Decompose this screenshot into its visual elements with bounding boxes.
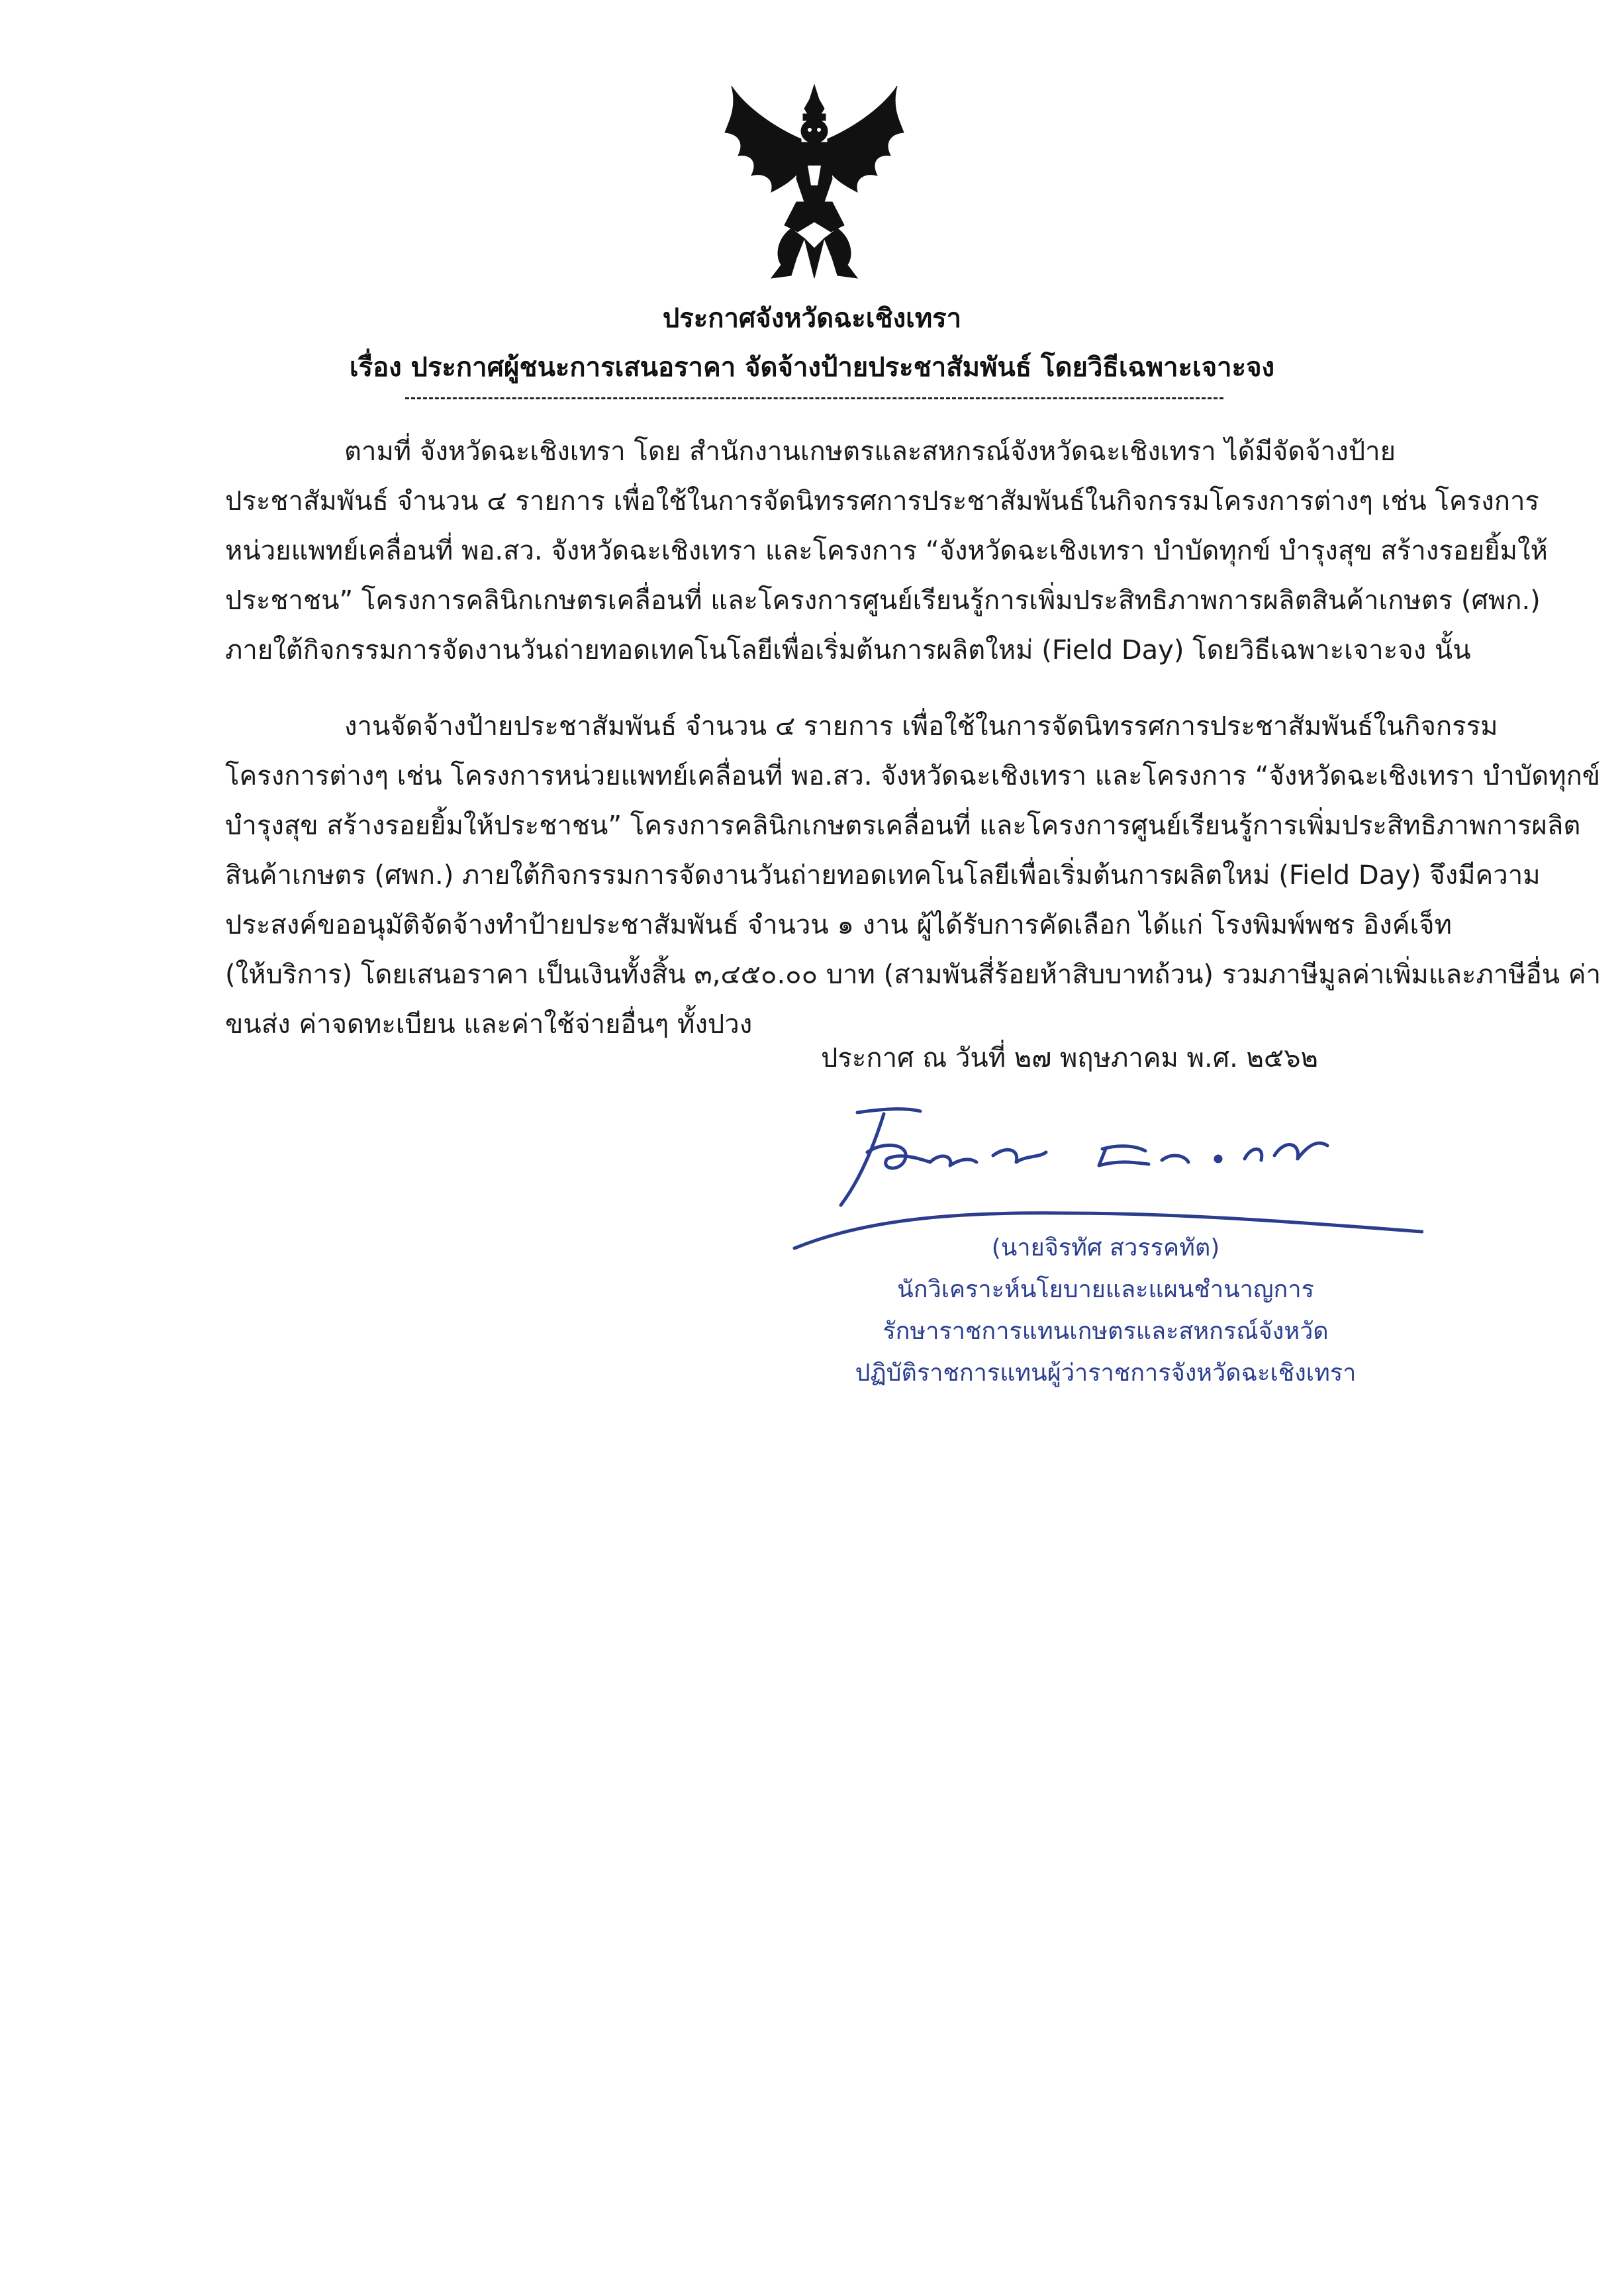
paragraph-2-line: ประสงค์ขออนุมัติจัดจ้างทำป้ายประชาสัมพันธ์ จำนวน ๑ งาน ผู้ได้รับการคัดเลือก ได้แก่ โรงพิมพ์พชร อิงค์เจ็ท: [225, 910, 1452, 940]
paragraph-2: [225, 702, 1601, 1050]
signer-position: นักวิเคราะห์นโยบายและแผนชำนาญการ: [897, 1276, 1314, 1303]
paragraph-1: [225, 427, 1548, 675]
paragraph-2-line: บำรุงสุข สร้างรอยยิ้มให้ประชาชน” โครงการคลินิกเกษตรเคลื่อนที่ และโครงการศูนย์เรียนรู้การเพิ่มประสิทธิภาพการผลิต: [225, 811, 1581, 841]
signer-name: (นายจิรทัศ สวรรคทัต): [991, 1234, 1220, 1261]
paragraph-2-line: งานจัดจ้างป้ายประชาสัมพันธ์ จำนวน ๔ รายการ เพื่อใช้ในการจัดนิทรรศการประชาสัมพันธ์ในกิจกรรม: [344, 711, 1498, 742]
garuda-emblem-icon: [718, 79, 910, 285]
paragraph-1-line: หน่วยแพทย์เคลื่อนที่ พอ.สว. จังหวัดฉะเชิงเทรา และโครงการ “จังหวัดฉะเชิงเทรา บำบัดทุกข์ บำรุงสุข สร้างรอยยิ้มให้: [225, 536, 1548, 566]
document-subject: เรื่อง ประกาศผู้ชนะการเสนอราคา จัดจ้างป้ายประชาสัมพันธ์ โดยวิธีเฉพาะเจาะจง: [349, 352, 1275, 383]
signer-acting-position: รักษาราชการแทนเกษตรและสหกรณ์จังหวัด: [883, 1318, 1329, 1345]
paragraph-2-line: ขนส่ง ค่าจดทะเบียน และค่าใช้จ่ายอื่นๆ ทั้งปวง: [225, 1009, 753, 1040]
announcement-date: ประกาศ ณ วันที่ ๒๗ พฤษภาคม พ.ศ. ๒๕๖๒: [821, 1043, 1318, 1073]
paragraph-1-line: ประชาชน” โครงการคลินิกเกษตรเคลื่อนที่ และโครงการศูนย์เรียนรู้การเพิ่มประสิทธิภาพการผลิตสินค้าเกษตร (ศพก.): [225, 585, 1541, 616]
paragraph-1-line: ประชาสัมพันธ์ จำนวน ๔ รายการ เพื่อใช้ในการจัดนิทรรศการประชาสัมพันธ์ในกิจกรรมโครงการต่างๆ เช่น โครงการ: [225, 486, 1539, 517]
paragraph-2-line: สินค้าเกษตร (ศพก.) ภายใต้กิจกรรมการจัดงานวันถ่ายทอดเทคโนโลยีเพื่อเริ่มต้นการผลิตใหม่ (Field Day) จึงมีความ: [225, 860, 1541, 891]
paragraph-1-line: ตามที่ จังหวัดฉะเชิงเทรา โดย สำนักงานเกษตรและสหกรณ์จังหวัดฉะเชิงเทรา ได้มีจัดจ้างป้าย: [344, 436, 1396, 467]
document-heading: ประกาศจังหวัดฉะเชิงเทรา: [662, 303, 962, 334]
paragraph-1-line: ภายใต้กิจกรรมการจัดงานวันถ่ายทอดเทคโนโลยีเพื่อเริ่มต้นการผลิตใหม่ (Field Day) โดยวิธีเฉพาะเจาะจง นั้น: [225, 635, 1471, 666]
title-divider: [405, 397, 1223, 399]
paragraph-2-line: (ให้บริการ) โดยเสนอราคา เป็นเงินทั้งสิ้น ๓,๔๕๐.๐๐ บาท (สามพันสี่ร้อยห้าสิบบาทถ้วน) รวมภาษีมูลค่าเพิ่มและภาษีอื่น ค่า: [225, 960, 1601, 990]
signer-on-behalf-position: ปฏิบัติราชการแทนผู้ว่าราชการจังหวัดฉะเชิงเทรา: [855, 1359, 1357, 1387]
paragraph-2-line: โครงการต่างๆ เช่น โครงการหน่วยแพทย์เคลื่อนที่ พอ.สว. จังหวัดฉะเชิงเทรา และโครงการ “จังหวัดฉะเชิงเทรา บำบัดทุกข์: [225, 761, 1601, 791]
